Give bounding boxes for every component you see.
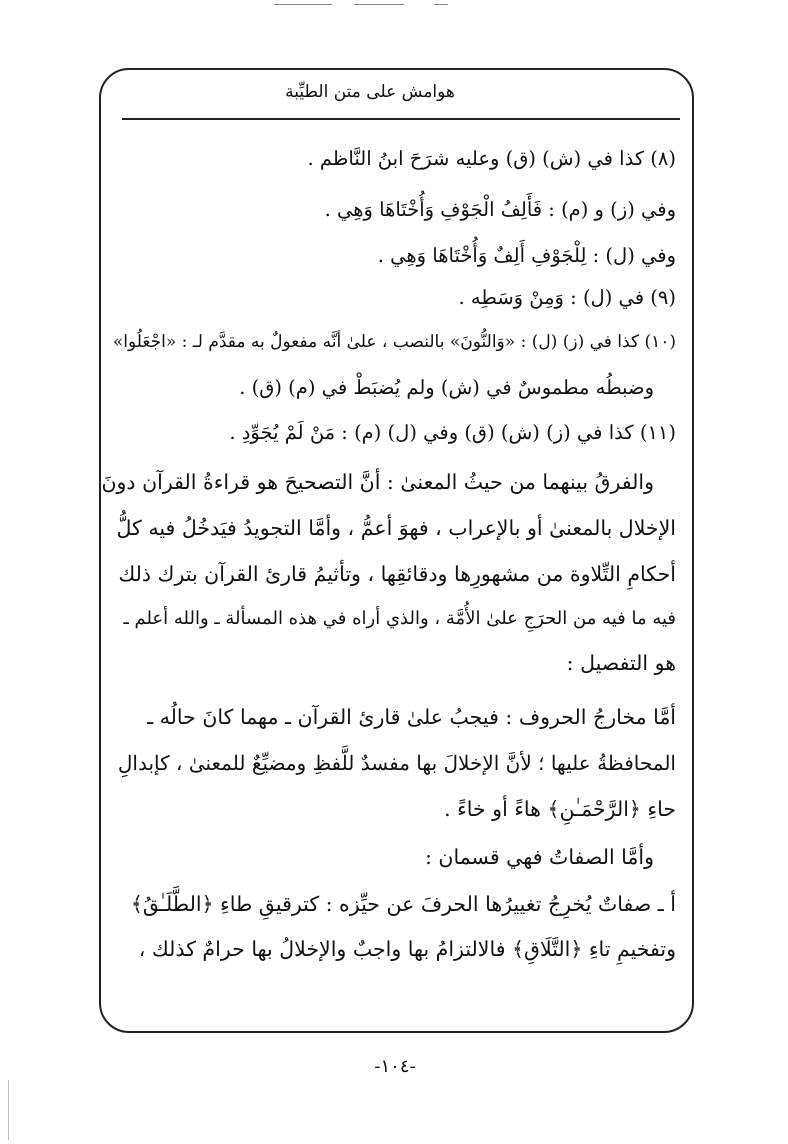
top-rule-middle (354, 4, 404, 5)
page-number: -١٠٤- (374, 1056, 416, 1077)
scan-edge-line (8, 1080, 9, 1140)
top-rule-left (274, 4, 332, 5)
body-line: المحافظةُ عليها ؛ لأنَّ الإخلالَ بها مفسدٌ للَّفظِ ومضيِّعٌ للمعنىٰ ، كإبدالِ (117, 751, 676, 775)
body-line: أمَّا مخارجُ الحروف : فيجبُ علىٰ قارئ القرآن ـ مهما كانَ حالُه ـ (147, 705, 676, 729)
header-divider (122, 118, 680, 120)
footnote-line: (٩) في (ل) : وَمِنْ وَسَطِه . (458, 286, 676, 309)
body-line: أحكامِ التِّلاوة من مشهورِها ودقائقِها ، وتأثيمُ قارئ القرآن بترك ذلك (118, 562, 676, 586)
running-header: هوامش على متن الطيِّبة (285, 82, 455, 102)
footnote-line: وفي (ل) : لِلْجَوْفِ أَلِفٌ وَأُخْتَاهَا وَهِي . (377, 244, 676, 267)
footnote-line: وضبطُه مطموسٌ في (ش) ولم يُضبَطْ في (م) (ق) . (239, 376, 654, 399)
footnote-line: وفي (ز) و (م) : فَأَلِفُ الْجَوْفِ وَأُخْتَاهَا وَهِي . (324, 198, 676, 221)
body-line: فيه ما فيه من الحرَجِ علىٰ الأُمَّة ، والذي أراه في هذه المسألة ـ والله أعلم ـ (123, 608, 676, 629)
body-line: هو التفصيل : (566, 651, 676, 675)
body-line: حاءِ ﴿الرَّحْمَـٰنِ﴾ هاءً أو خاءً . (444, 797, 676, 821)
body-line: والفرقُ بينهما من حيثُ المعنىٰ : أنَّ التصحيحَ هو قراءةُ القرآن دونَ (101, 470, 654, 494)
body-line: وتفخيمِ تاءِ ﴿التَّلَاقِ﴾ فالالتزامُ بها واجبٌ والإخلالُ بها حرامٌ كذلك ، (138, 937, 676, 961)
top-rule-right (434, 4, 448, 5)
footnote-line: (١١) كذا في (ز) (ش) (ق) وفي (ل) (م) : مَنْ لَمْ يُجَوِّدِ . (229, 421, 676, 444)
footnote-line: (٨) كذا في (ش) (ق) وعليه شرَحَ ابنُ النَّاظم . (307, 147, 676, 170)
body-line: الإخلال بالمعنىٰ أو بالإعراب ، فهوَ أعمُّ ، وأمَّا التجويدُ فيَدخُلُ فيه كلُّ (116, 516, 676, 540)
footnote-line: (١٠) كذا في (ز) (ل) : «وَالنُّونَ» بالنصب ، علىٰ أنَّه مفعولٌ به مقدَّم لـ : «اجْعَلُوا» (112, 332, 676, 352)
body-line: أ ـ صفاتٌ يُخرِجُ تغييرُها الحرفَ عن حيِّزه : كترقيقِ طاءِ ﴿الطَّلَـٰقُ﴾ (130, 892, 676, 916)
body-line: وأمَّا الصفاتُ فهي قسمان : (424, 845, 654, 869)
